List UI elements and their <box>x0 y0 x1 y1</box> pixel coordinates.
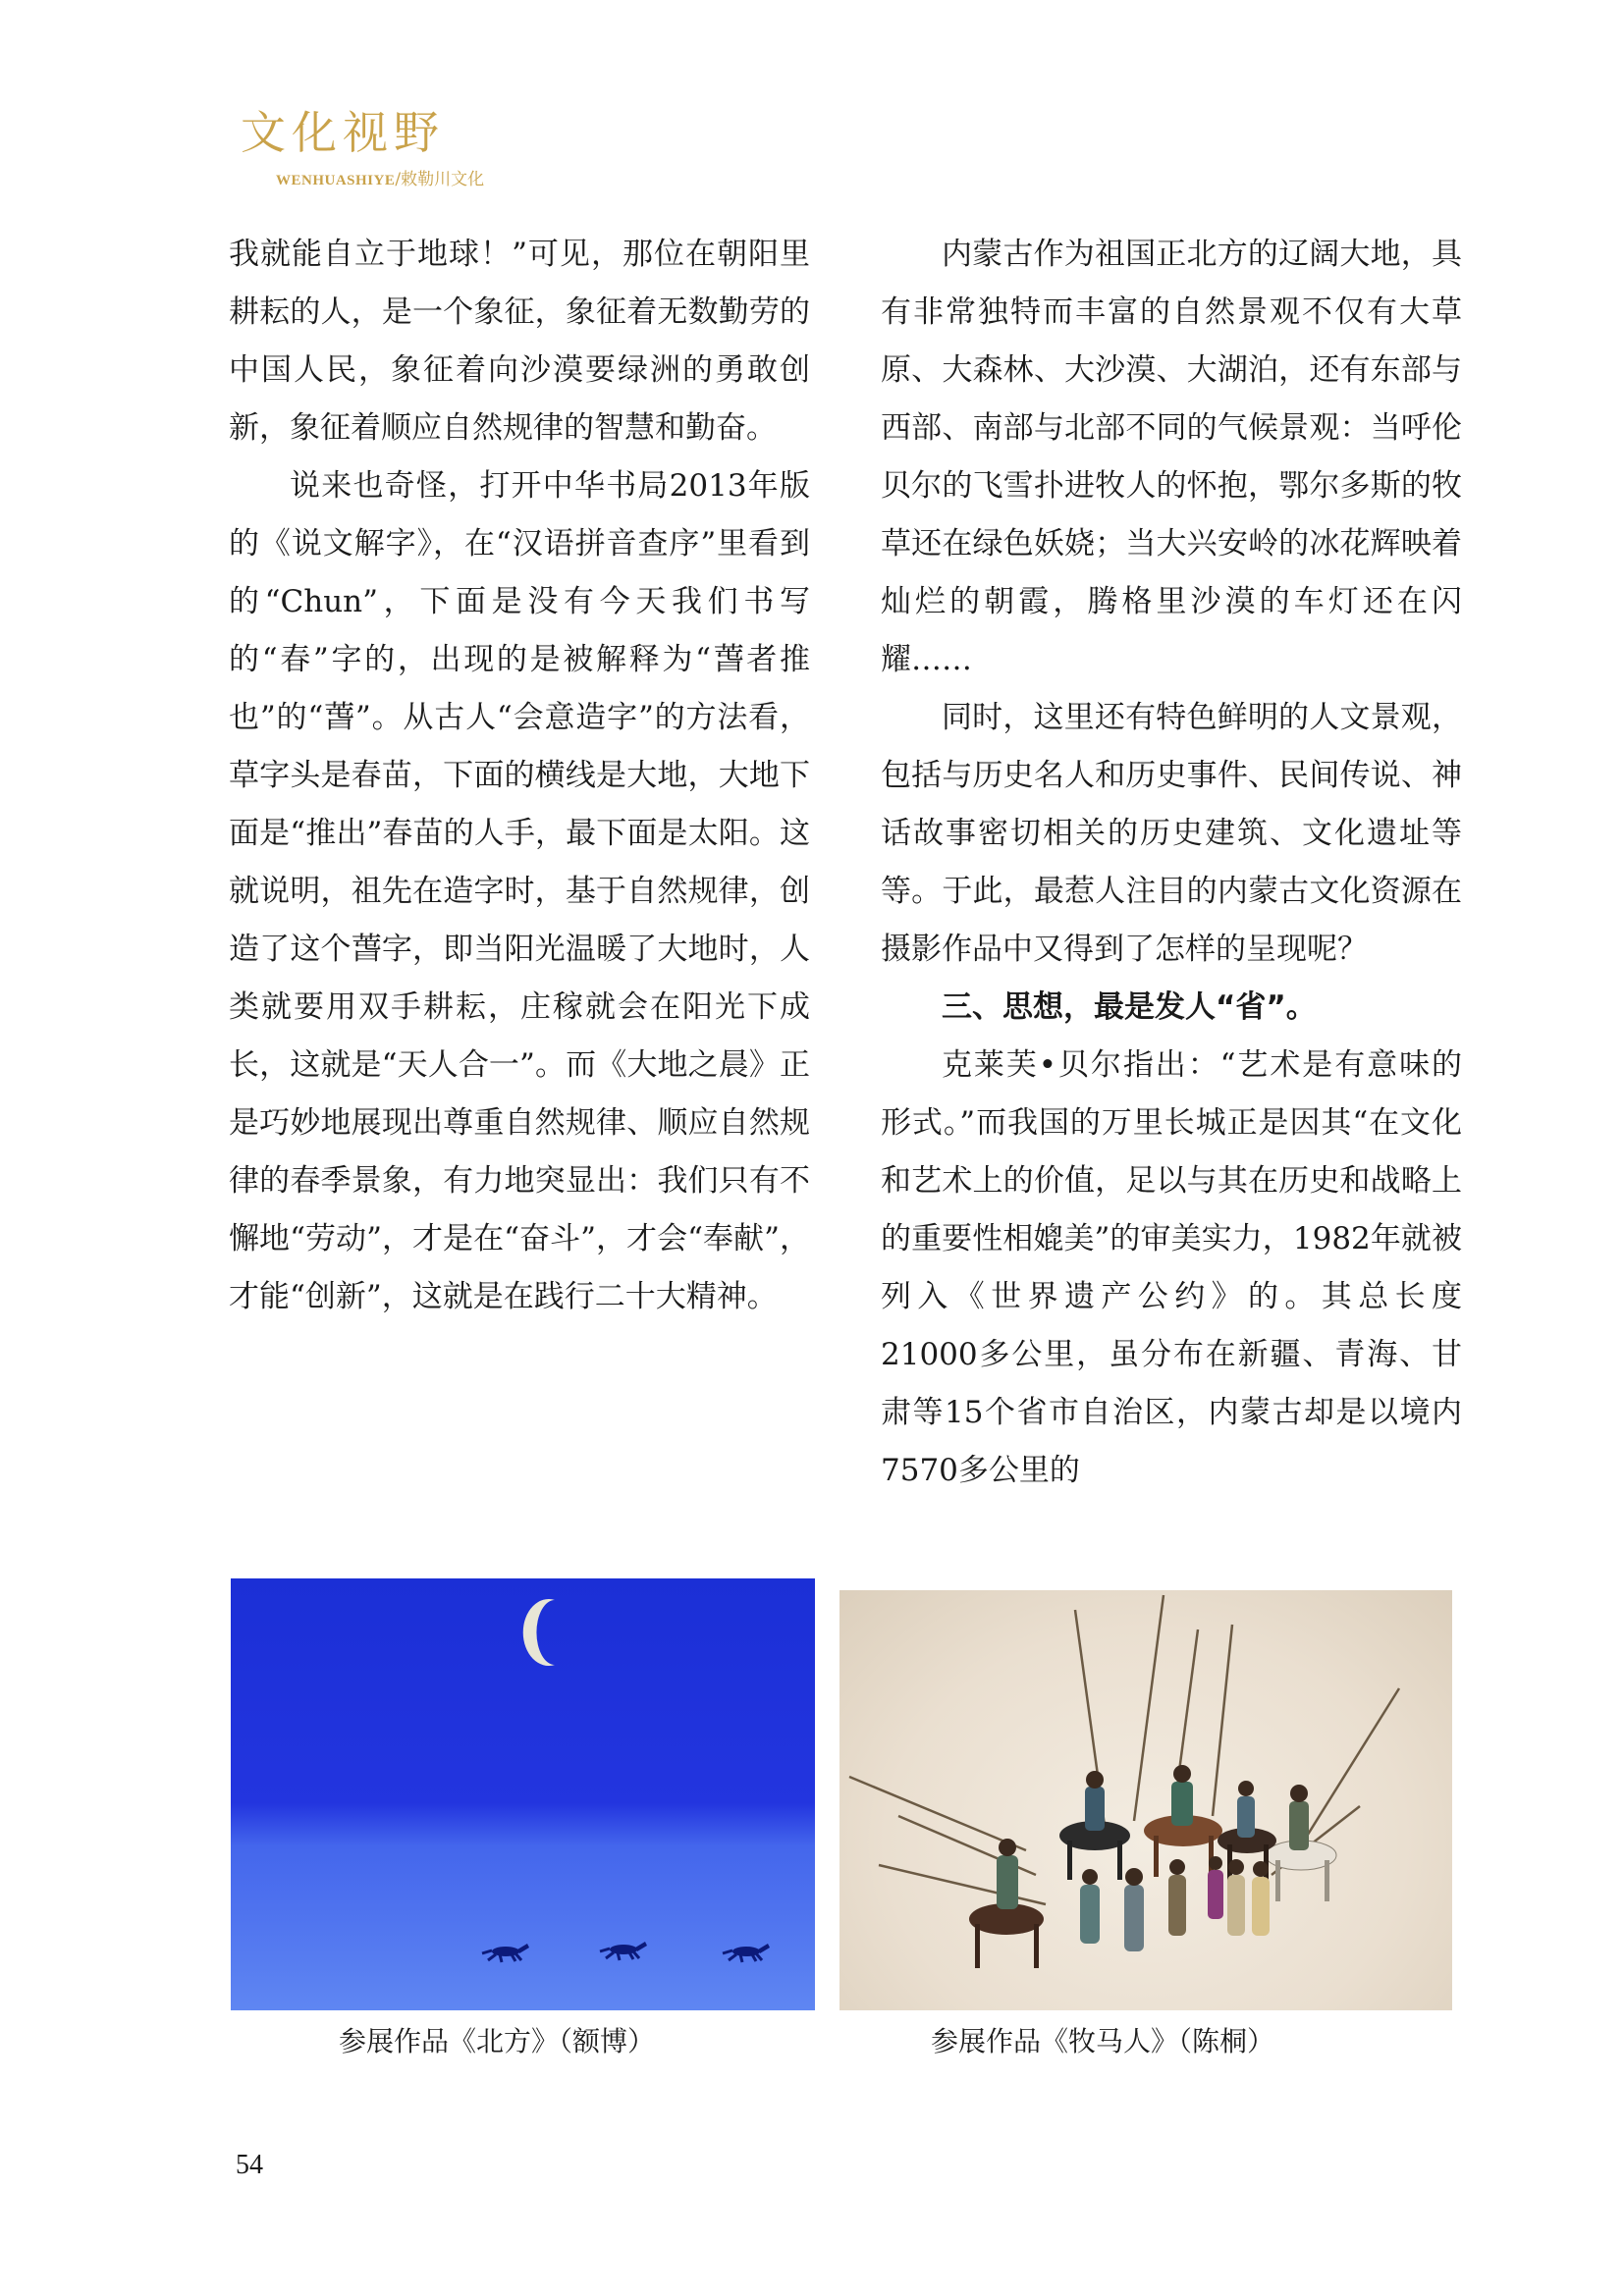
paragraph: 内蒙古作为祖国正北方的辽阔大地，具有非常独特而丰富的自然景观不仅有大草原、大森林、大沙漠、大湖泊，还有东部与西部、南部与北部不同的气候景观：当呼伦贝尔的飞雪扑进牧人的怀抱，鄂尔多斯的牧草还在绿色妖娆；当大兴安岭的冰花辉映着灿烂的朝霞，腾格里沙漠的车灯还在闪耀…… <box>881 237 1462 677</box>
horse-icon <box>482 1944 529 1962</box>
section-subtitle-en: WENHUASHIYE <box>276 173 396 188</box>
paragraph: 说来也奇怪，打开中华书局2013年版的《说文解字》，在“汉语拼音查序”里看到的“Chun”，下面是没有今天我们书写的“春”字的，出现的是被解释为“萅者推也”的“萅”。从古人“会意造字”的方法看，草字头是春苗，下面的横线是大地，大地下面是“推出”春苗的人手，最下面是太阳。这就说明，祖先在造字时，基于自然规律，创造了这个萅字，即当阳光温暖了大地时，人类就要用双手耕耘，庄稼就会在阳光下成长，这就是“天人合一”。而《大地之晨》正是巧妙地展现出尊重自然规律、顺应自然规律的春季景象，有力地突显出：我们只有不懈地“劳动”，才是在“奋斗”，才会“奉献”，才能“创新”，这就是在践行二十大精神。 <box>229 468 810 1314</box>
figure-caption: 参展作品《北方》（额博） <box>339 2025 656 2057</box>
photo-north <box>231 1578 815 2010</box>
page-number: 54 <box>236 2150 263 2180</box>
section-title: 文化视野 <box>241 106 445 159</box>
horses-and-riders <box>969 1765 1336 1968</box>
horse-icon <box>723 1944 770 1962</box>
right-column <box>881 226 1462 1500</box>
horse-icon <box>600 1942 647 1960</box>
section-heading: 三、思想，最是发人“省”。 <box>942 989 1317 1025</box>
standing-herders <box>1080 1856 1270 1951</box>
photo-herdsmen <box>839 1590 1452 2010</box>
left-column <box>229 226 810 1326</box>
section-header <box>241 106 485 189</box>
section-subtitle-cn: /敕勒川文化 <box>395 170 485 189</box>
paragraph: 我就能自立于地球！”可见，那位在朝阳里耕耘的人，是一个象征，象征着无数勤劳的中国人民，象征着向沙漠要绿洲的勇敢创新，象征着顺应自然规律的智慧和勤奋。 <box>229 237 810 446</box>
crescent-moon-icon <box>523 1599 555 1666</box>
figure-caption: 参展作品《牧马人》（陈桐） <box>931 2025 1275 2057</box>
photo-north-illustration <box>231 1578 815 2010</box>
paragraph: 克莱芙•贝尔指出：“艺术是有意味的形式。”而我国的万里长城正是因其“在文化和艺术上的价值，足以与其在历史和战略上的重要性相媲美”的审美实力，1982年就被列入《世界遗产公约》的。其总长度21000多公里，虽分布在新疆、青海、甘肃等15个省市自治区，内蒙古却是以境内7570多公里的 <box>881 1047 1462 1488</box>
photo-herdsmen-illustration <box>839 1590 1452 2010</box>
section-subtitle <box>276 165 484 189</box>
paragraph: 同时，这里还有特色鲜明的人文景观，包括与历史名人和历史事件、民间传说、神话故事密切相关的历史建筑、文化遗址等等。于此，最惹人注目的内蒙古文化资源在摄影作品中又得到了怎样的呈现呢？ <box>881 700 1462 967</box>
